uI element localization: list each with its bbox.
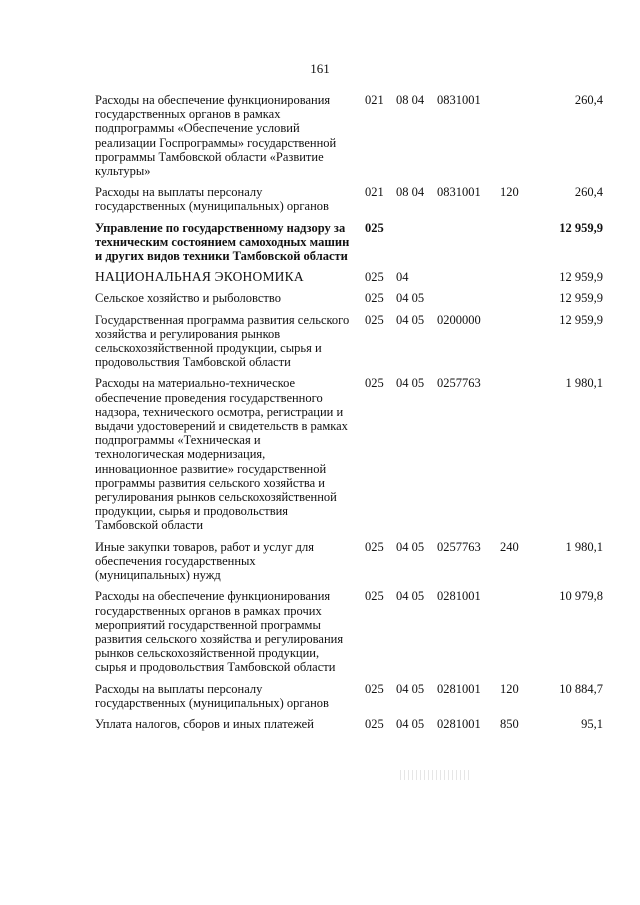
table-row	[95, 717, 603, 731]
table-row	[95, 589, 603, 674]
row-sum: 1 980,1	[565, 539, 603, 554]
table-row	[95, 540, 603, 583]
row-sum: 12 959,9	[559, 291, 603, 306]
row-ved: 021	[365, 185, 384, 200]
row-sum: 10 979,8	[559, 589, 603, 604]
row-name: Управление по государственному надзору за техническим состоянием самоходных машин и других видов техники Тамбовской области	[95, 220, 350, 264]
row-ved: 025	[365, 716, 384, 731]
row-rz: 04 05	[396, 539, 425, 554]
table-row	[95, 291, 603, 305]
row-name: НАЦИОНАЛЬНАЯ ЭКОНОМИКА	[95, 269, 304, 285]
budget-table	[95, 93, 603, 738]
row-rz: 04 05	[396, 312, 425, 327]
row-ved: 025	[365, 681, 384, 696]
row-csr: 0257763	[437, 539, 481, 554]
row-name: Государственная программа развития сельского хозяйства и регулирования рынков сельскохозяйственной продукции, сырья и продовольствия Тамбовской области	[95, 312, 350, 370]
table-row	[95, 93, 603, 178]
row-vr: 120	[500, 681, 519, 696]
row-csr: 0281001	[437, 589, 481, 604]
row-csr: 0281001	[437, 681, 481, 696]
row-ved: 021	[365, 93, 384, 107]
row-vr: 240	[500, 539, 519, 554]
row-ved: 025	[365, 376, 384, 391]
row-sum: 10 884,7	[559, 681, 603, 696]
row-sum: 95,1	[581, 716, 603, 731]
table-row	[95, 221, 603, 264]
row-name: Расходы на материально-техническое обеспечение проведения государственного надзора, технического осмотра, регистрации и выдачи удостоверений и свидетельств в рамках подпрограммы «Техническая и технологическая модернизация, инновационное развитие» государственной программы развития сельского хозяйства и регулирования рынков сельскохозяйственной продукции, сырья и продовольствия Тамбовской области	[95, 376, 348, 533]
row-name: Расходы на выплаты персоналу государственных (муниципальных) органов	[95, 681, 329, 710]
row-rz: 04 05	[396, 589, 425, 604]
row-vr: 850	[500, 716, 519, 731]
row-csr: 0200000	[437, 312, 481, 327]
row-csr: 0281001	[437, 716, 481, 731]
row-csr: 0831001	[437, 185, 481, 200]
row-csr: 0257763	[437, 376, 481, 391]
row-rz: 04 05	[396, 716, 425, 731]
row-rz: 04 05	[396, 291, 425, 306]
row-name: Уплата налогов, сборов и иных платежей	[95, 716, 314, 731]
row-rz: 04 05	[396, 376, 425, 391]
row-name: Расходы на обеспечение функционирования государственных органов в рамках подпрограммы «Обеспечение условий реализации Госпрограммы» государственной программы Тамбовской области «Развитие культуры»	[95, 93, 337, 179]
row-rz: 04 05	[396, 681, 425, 696]
row-rz: 08 04	[396, 185, 425, 200]
page-number: 161	[310, 61, 330, 76]
row-sum: 12 959,9	[559, 270, 603, 285]
row-csr: 0831001	[437, 93, 481, 107]
row-sum: 12 959,9	[559, 312, 603, 327]
row-ved: 025	[365, 220, 384, 235]
row-ved: 025	[365, 291, 384, 306]
row-rz: 04	[396, 270, 409, 285]
table-row	[95, 682, 603, 710]
row-sum: 260,4	[574, 93, 603, 107]
row-ved: 025	[365, 589, 384, 604]
row-ved: 025	[365, 270, 384, 285]
row-name: Расходы на выплаты персоналу государственных (муниципальных) органов	[95, 185, 329, 214]
scan-artifact	[400, 770, 470, 780]
row-name: Расходы на обеспечение функционирования государственных органов в рамках прочих мероприятий государственной программы развития сельского хозяйства и регулирования рынков сельскохозяйственной продукции, сырья и продовольствия Тамбовской области	[95, 589, 344, 675]
row-ved: 025	[365, 312, 384, 327]
table-row	[95, 270, 603, 284]
row-vr: 120	[500, 185, 519, 200]
table-row	[95, 313, 603, 370]
row-name: Иные закупки товаров, работ и услуг для обеспечения государственных (муниципальных) нужд	[95, 539, 315, 583]
row-name: Сельское хозяйство и рыболовство	[95, 291, 281, 306]
row-ved: 025	[365, 539, 384, 554]
row-rz: 08 04	[396, 93, 425, 107]
row-sum: 1 980,1	[565, 376, 603, 391]
row-sum: 260,4	[574, 185, 603, 200]
table-row	[95, 185, 603, 213]
row-sum: 12 959,9	[559, 220, 603, 235]
table-row	[95, 376, 603, 532]
